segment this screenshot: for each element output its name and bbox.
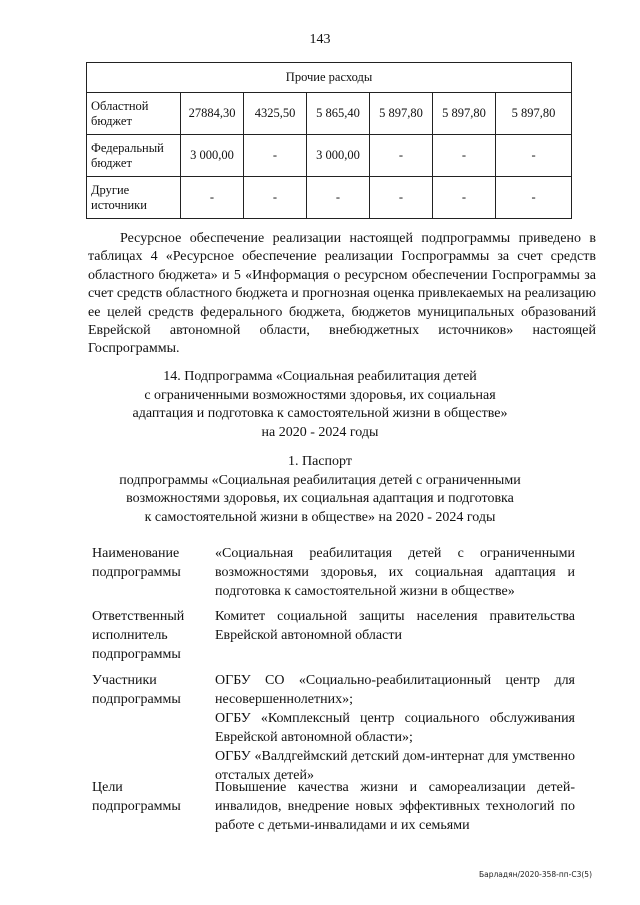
- table-cell-source: Другие источники: [87, 177, 181, 219]
- table-cell: -: [496, 135, 572, 177]
- page-number: 143: [309, 32, 331, 47]
- heading-line: 14. Подпрограмма «Социальная реабилитация детей: [163, 369, 477, 384]
- table-cell: -: [370, 177, 433, 219]
- table-cell: -: [244, 177, 307, 219]
- passport-heading: [80, 453, 560, 527]
- table-section-title: Прочие расходы: [87, 63, 572, 93]
- table-cell: 5 897,80: [496, 93, 572, 135]
- table-cell-source: Федеральный бюджет: [87, 135, 181, 177]
- table-cell: 3 000,00: [181, 135, 244, 177]
- resource-paragraph: Ресурсное обеспечение реализации настоящей подпрограммы приведено в таблицах 4 «Ресурсное обеспечение реализации Госпрограммы за счет средств областного бюджета» и 5 «Информация о ресурсном обеспечении Госпрограммы за счет средств областного бюджета и прогнозная оценка привлекаемых на реализацию ее целей средств федерального бюджета, бюджетов муниципальных образований Еврейской автономной области, внебюджетных источников» настоящей Госпрограммы.: [88, 231, 596, 357]
- table-row: [87, 177, 572, 219]
- passport-value: [215, 671, 575, 785]
- table-cell-source: Областной бюджет: [87, 93, 181, 135]
- passport-value: Комитет социальной защиты населения правительства Еврейской автономной области: [215, 609, 575, 643]
- participant-item: ОГБУ «Комплексный центр социального обслуживания Еврейской автономной области»;: [215, 711, 575, 745]
- heading-line: адаптация и подготовка к самостоятельной жизни в обществе»: [132, 406, 508, 421]
- passport-label: Наименование подпрограммы: [92, 546, 181, 580]
- heading-line: с ограниченными возможностями здоровья, их социальная: [144, 387, 496, 403]
- table-cell: 3 000,00: [307, 135, 370, 177]
- table-cell: -: [307, 177, 370, 219]
- budget-table: [86, 62, 572, 219]
- table-cell: -: [370, 135, 433, 177]
- table-cell: -: [244, 135, 307, 177]
- table-row: [87, 135, 572, 177]
- passport-label: Цели подпрограммы: [92, 780, 181, 814]
- heading-line: к самостоятельной жизни в обществе» на 2020 - 2024 годы: [144, 509, 496, 525]
- table-cell: 5 897,80: [433, 93, 496, 135]
- table-cell: -: [433, 177, 496, 219]
- heading-line: на 2020 - 2024 годы: [261, 424, 379, 440]
- heading-line: 1. Паспорт: [288, 454, 352, 469]
- passport-label: Ответственный исполнитель подпрограммы: [92, 609, 185, 662]
- passport-value: Повышение качества жизни и самореализации детей-инвалидов, внедрение новых эффективных технологий по работе с детьми-инвалидами и их семьями: [215, 780, 575, 833]
- table-cell: -: [433, 135, 496, 177]
- table-cell: 5 865,40: [307, 93, 370, 135]
- subprogram-heading: [80, 368, 560, 442]
- table-row: [87, 93, 572, 135]
- table-cell: -: [181, 177, 244, 219]
- table-cell: 4325,50: [244, 93, 307, 135]
- table-cell: -: [496, 177, 572, 219]
- heading-line: возможностями здоровья, их социальная адаптация и подготовка: [126, 491, 514, 506]
- footer-code: Барладян/2020-358-пп-С3(5): [479, 870, 592, 879]
- participant-item: ОГБУ СО «Социально-реабилитационный центр для несовершеннолетних»;: [215, 673, 575, 707]
- heading-line: подпрограммы «Социальная реабилитация детей с ограниченными: [119, 472, 521, 488]
- table-cell: 5 897,80: [370, 93, 433, 135]
- table-cell: 27884,30: [181, 93, 244, 135]
- participant-item: ОГБУ «Валдгеймский детский дом-интернат для умственно отсталых детей»: [215, 749, 575, 783]
- passport-label: Участники подпрограммы: [92, 673, 181, 707]
- passport-value: «Социальная реабилитация детей с ограниченными возможностями здоровья, их социальная адаптация и подготовка к самостоятельной жизни в обществе»: [215, 546, 575, 599]
